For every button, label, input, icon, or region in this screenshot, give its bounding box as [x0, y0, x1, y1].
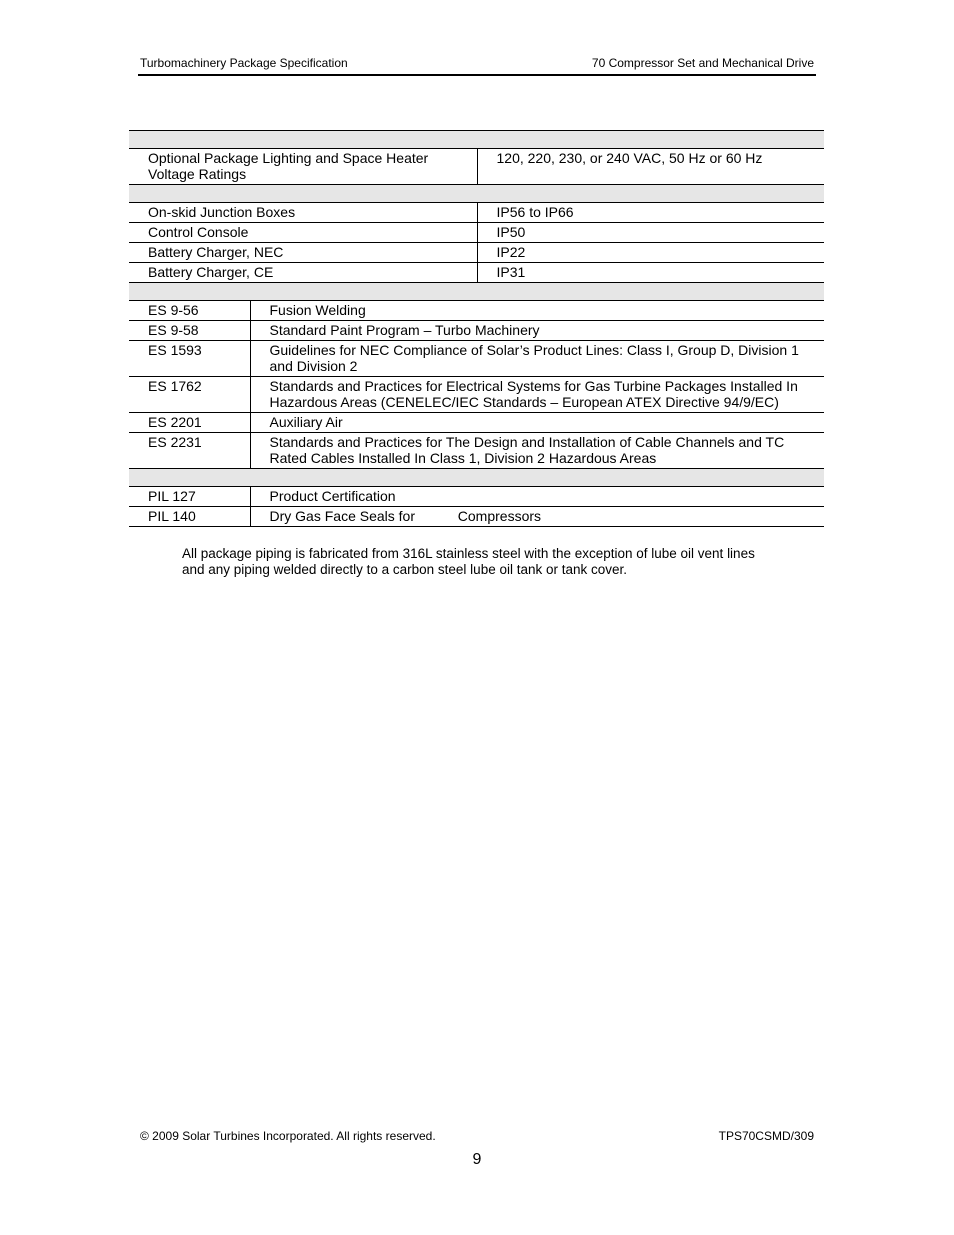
- footer-copyright: © 2009 Solar Turbines Incorporated. All rights reserved.: [140, 1129, 436, 1143]
- table-row: [129, 433, 824, 469]
- table-row: [129, 507, 824, 527]
- standard-code: ES 1593: [129, 341, 250, 377]
- rating-value: IP50: [477, 223, 824, 243]
- table-row: [129, 149, 824, 185]
- rating-label: On-skid Junction Boxes: [129, 203, 477, 223]
- standard-title: Guidelines for NEC Compliance of Solar’s Product Lines: Class I, Group D, Division 1 and Division 2: [250, 341, 824, 377]
- rating-value: IP22: [477, 243, 824, 263]
- standard-code: ES 2201: [129, 413, 250, 433]
- header-subtitle: 70 Compressor Set and Mechanical Drive: [591, 56, 814, 70]
- table-row: [129, 301, 824, 321]
- standard-code: ES 9-58: [129, 321, 250, 341]
- voltage-label: Optional Package Lighting and Space Heater Voltage Ratings: [129, 149, 477, 185]
- spec-table: [129, 130, 824, 527]
- pil-title: Dry Gas Face Seals for Compressors: [250, 507, 824, 527]
- header-rule: [138, 74, 816, 76]
- footer-doc-id: TPS70CSMD/309: [718, 1129, 814, 1143]
- table-row: [129, 341, 824, 377]
- section-band-ratings: [129, 185, 824, 203]
- standard-title: Standards and Practices for The Design and Installation of Cable Channels and TC Rated Cables Installed In Class 1, Division 2 Hazardous Areas: [250, 433, 824, 469]
- standard-title: Fusion Welding: [250, 301, 824, 321]
- standard-title: Auxiliary Air: [250, 413, 824, 433]
- table-row: [129, 263, 824, 283]
- rating-label: Battery Charger, NEC: [129, 243, 477, 263]
- standard-title: Standard Paint Program – Turbo Machinery: [250, 321, 824, 341]
- table-row: [129, 243, 824, 263]
- rating-value: IP31: [477, 263, 824, 283]
- section-band-standards: [129, 283, 824, 301]
- standard-title: Standards and Practices for Electrical Systems for Gas Turbine Packages Installed In Hazardous Areas (CENELEC/IEC Standards – European ATEX Directive 94/9/EC): [250, 377, 824, 413]
- rating-label: Battery Charger, CE: [129, 263, 477, 283]
- voltage-value: 120, 220, 230, or 240 VAC, 50 Hz or 60 Hz: [477, 149, 824, 185]
- table-row: [129, 321, 824, 341]
- pil-code: PIL 140: [129, 507, 250, 527]
- header-title: Turbomachinery Package Specification: [140, 56, 348, 70]
- piping-paragraph: All package piping is fabricated from 316L stainless steel with the exception of lube oil vent lines and any piping welded directly to a carbon steel lube oil tank or tank cover.: [182, 546, 755, 577]
- rating-label: Control Console: [129, 223, 477, 243]
- table-row: [129, 223, 824, 243]
- page-number: 9: [472, 1151, 482, 1168]
- table-row: [129, 377, 824, 413]
- pil-title: Product Certification: [250, 487, 824, 507]
- section-band-pil: [129, 469, 824, 487]
- standard-code: ES 9-56: [129, 301, 250, 321]
- pil-code: PIL 127: [129, 487, 250, 507]
- section-band-voltage: [129, 131, 824, 149]
- standard-code: ES 2231: [129, 433, 250, 469]
- table-row: [129, 203, 824, 223]
- standard-code: ES 1762: [129, 377, 250, 413]
- rating-value: IP56 to IP66: [477, 203, 824, 223]
- table-row: [129, 487, 824, 507]
- table-row: [129, 413, 824, 433]
